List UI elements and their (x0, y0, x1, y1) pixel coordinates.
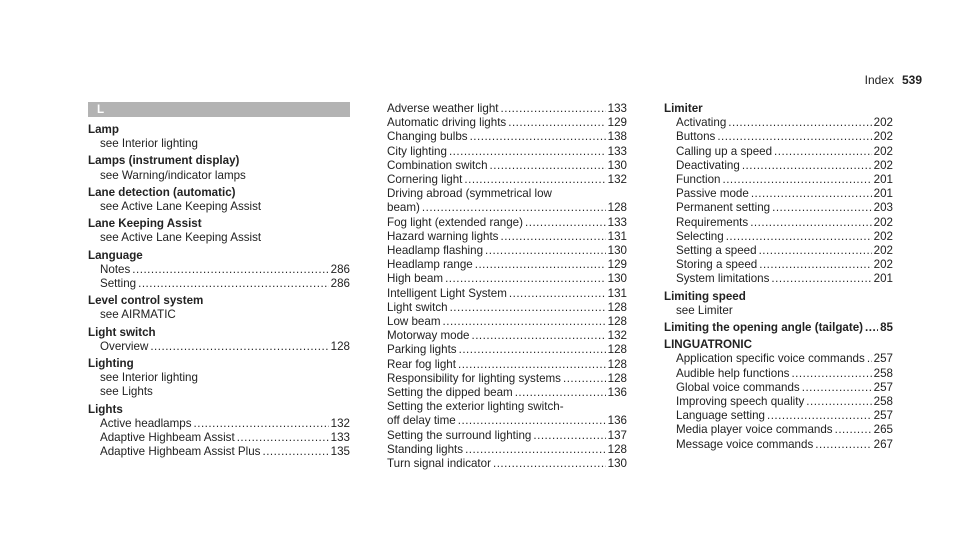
page-header (865, 73, 922, 87)
index-term: Light switch (88, 325, 156, 339)
page-reference[interactable]: 128 (607, 357, 627, 371)
index-reference: see AIRMATIC (100, 308, 176, 322)
index-entry[interactable] (387, 429, 627, 443)
entry-label: Changing bulbs (387, 130, 468, 144)
entry-label: Function (676, 173, 721, 187)
entry-label: Message voice commands (676, 437, 814, 451)
entry-label: Motorway mode (387, 329, 470, 343)
page-reference[interactable]: 202 (873, 244, 893, 258)
page-reference[interactable]: 202 (873, 116, 893, 130)
index-entry[interactable] (88, 445, 350, 459)
index-reference: Driving abroad (symmetrical low (387, 187, 552, 201)
index-entry[interactable] (664, 438, 893, 452)
entry-label: Calling up a speed (676, 144, 773, 158)
page-reference[interactable]: 286 (330, 262, 350, 276)
leader-dots (759, 258, 871, 272)
entry-label: Hazard warning lights (387, 229, 499, 243)
page-reference[interactable]: 202 (873, 158, 893, 172)
leader-dots (458, 414, 606, 428)
page-reference[interactable]: 201 (873, 173, 893, 187)
page-reference[interactable]: 265 (873, 423, 893, 437)
leader-dots (470, 130, 606, 144)
index-entry[interactable] (387, 358, 627, 372)
leader-dots (443, 315, 606, 329)
entry-label: beam) (387, 201, 420, 215)
leader-dots (722, 173, 871, 187)
letter-heading: L (88, 102, 350, 117)
entry-label: High beam (387, 272, 444, 286)
page-reference[interactable]: 132 (607, 329, 627, 343)
index-entry[interactable] (387, 343, 627, 357)
index-entry[interactable] (664, 352, 893, 366)
page-reference[interactable]: 128 (607, 315, 627, 329)
page-number: 539 (901, 73, 922, 87)
leader-dots (450, 301, 606, 315)
page-reference[interactable]: 133 (607, 215, 627, 229)
index-term: Limiting speed (664, 289, 746, 303)
leader-dots (835, 423, 872, 437)
leader-dots (445, 272, 606, 286)
index-entry[interactable] (387, 443, 627, 457)
entry-label: Buttons (676, 130, 716, 144)
entry-label: Headlamp range (387, 258, 473, 272)
leader-dots (422, 201, 606, 215)
index-entry[interactable] (664, 173, 893, 187)
index-reference: see Interior lighting (100, 137, 198, 151)
leader-dots (759, 244, 872, 258)
entry-label: Deactivating (676, 158, 740, 172)
page-reference[interactable]: 135 (330, 445, 350, 459)
index-entry[interactable] (387, 372, 627, 386)
leader-dots (464, 173, 605, 187)
index-entry[interactable] (387, 287, 627, 301)
index-entry[interactable] (387, 272, 627, 286)
entry-label: Setting (100, 277, 137, 291)
leader-dots (772, 201, 872, 215)
page-reference[interactable]: 131 (607, 229, 627, 243)
index-term: LINGUATRONIC (664, 338, 753, 352)
entry-label: Improving speech quality (676, 395, 805, 409)
page-reference[interactable]: 136 (607, 414, 627, 428)
index-entry[interactable] (88, 431, 350, 445)
leader-dots (458, 358, 606, 372)
page-reference[interactable]: 131 (607, 286, 627, 300)
page-reference[interactable]: 85 (880, 321, 893, 335)
entry-label: Automatic driving lights (387, 116, 507, 130)
index-entry[interactable] (664, 423, 893, 437)
index-entry[interactable] (387, 457, 627, 471)
entry-label: Adaptive Highbeam Assist Plus (100, 445, 261, 459)
leader-dots (865, 321, 878, 335)
page-reference[interactable]: 133 (607, 144, 627, 158)
entry-label: Fog light (extended range) (387, 215, 523, 229)
page-reference[interactable]: 132 (330, 416, 350, 430)
page-reference[interactable]: 202 (873, 215, 893, 229)
page-reference[interactable]: 129 (607, 258, 627, 272)
entry-label: Notes (100, 262, 131, 276)
leader-dots (533, 429, 605, 443)
index-entry[interactable] (387, 315, 627, 329)
page-reference[interactable]: 130 (607, 457, 627, 471)
page-reference[interactable]: 130 (607, 244, 627, 258)
leader-dots (490, 159, 606, 173)
page-reference[interactable]: 201 (873, 272, 893, 286)
page-reference[interactable]: 203 (873, 201, 893, 215)
leader-dots (751, 187, 872, 201)
leader-dots (726, 230, 872, 244)
entry-label: Parking lights (387, 343, 457, 357)
index-entry[interactable] (387, 230, 627, 244)
index-reference: see Active Lane Keeping Assist (100, 231, 262, 245)
index-column-3 (664, 102, 893, 452)
leader-dots (150, 340, 328, 354)
index-entry[interactable] (664, 201, 893, 215)
entry-label: Rear fog light (387, 357, 456, 371)
index-term: Lighting (88, 357, 134, 371)
entry-label: Media player voice commands (676, 423, 833, 437)
page-reference[interactable]: 133 (607, 102, 627, 115)
page-reference[interactable]: 128 (607, 442, 627, 456)
leader-dots (728, 116, 871, 130)
index-entry[interactable] (387, 130, 627, 144)
index-term: Lane Keeping Assist (88, 217, 202, 231)
leader-dots (475, 258, 606, 272)
entry-label: Combination switch (387, 158, 488, 172)
page-reference[interactable]: 201 (873, 187, 893, 201)
page-reference[interactable]: 136 (607, 386, 627, 400)
entry-label: Limiting the opening angle (tailgate) (664, 321, 864, 335)
index-entry[interactable] (664, 367, 893, 381)
index-term: Lights (88, 402, 123, 416)
entry-label: Active headlamps (100, 416, 192, 430)
page-reference[interactable]: 130 (607, 158, 627, 172)
index-entry[interactable] (387, 116, 627, 130)
leader-dots (791, 367, 871, 381)
index-entry[interactable] (387, 173, 627, 187)
index-entry[interactable] (387, 258, 627, 272)
page-reference[interactable]: 202 (873, 130, 893, 144)
leader-dots (509, 287, 606, 301)
header-label: Index (864, 73, 894, 87)
index-term: Lamps (instrument display) (88, 154, 240, 168)
leader-dots (802, 381, 872, 395)
leader-dots (493, 457, 606, 471)
index-entry[interactable] (387, 301, 627, 315)
entry-label: Permanent setting (676, 201, 771, 215)
index-entry[interactable] (664, 258, 893, 272)
leader-dots (459, 343, 606, 357)
entry-label: Headlamp flashing (387, 244, 484, 258)
leader-dots (717, 130, 871, 144)
index-reference: see Active Lane Keeping Assist (100, 200, 262, 214)
entry-label: Light switch (387, 300, 448, 314)
entry-label: Adverse weather light (387, 102, 499, 115)
entry-label: Setting the surround lighting (387, 428, 532, 442)
entry-label: Overview (100, 339, 149, 353)
page-reference[interactable]: 202 (873, 258, 893, 272)
index-term-entry[interactable] (664, 321, 893, 335)
index-term: Level control system (88, 294, 204, 308)
index-reference: see Interior lighting (100, 371, 198, 385)
entry-label: Standing lights (387, 442, 464, 456)
leader-dots (237, 431, 329, 445)
index-entry[interactable] (664, 116, 893, 130)
index-term: Language (88, 248, 143, 262)
page-reference[interactable]: 202 (873, 229, 893, 243)
leader-dots (742, 159, 872, 173)
page-reference[interactable]: 133 (330, 431, 350, 445)
index-entry[interactable] (387, 386, 627, 400)
index-column-1 (88, 102, 350, 459)
entry-label: Activating (676, 116, 727, 130)
page-reference[interactable]: 258 (873, 395, 893, 409)
index-entry[interactable] (387, 244, 627, 258)
index-entry[interactable] (664, 145, 893, 159)
index-entry[interactable] (664, 230, 893, 244)
entry-label: Turn signal indicator (387, 457, 491, 471)
entry-label: Adaptive Highbeam Assist (100, 431, 235, 445)
page-reference[interactable]: 128 (607, 300, 627, 314)
index-entry[interactable] (664, 381, 893, 395)
page-reference[interactable]: 267 (873, 437, 893, 451)
entry-label: Global voice commands (676, 380, 800, 394)
index-entry[interactable] (88, 277, 350, 291)
index-entry[interactable] (387, 102, 627, 116)
entry-label: Language setting (676, 409, 765, 423)
page-reference[interactable]: 137 (607, 428, 627, 442)
entry-label: Selecting (676, 229, 724, 243)
entry-label: Storing a speed (676, 258, 758, 272)
index-entry[interactable] (88, 263, 350, 277)
index-term: Limiter (664, 102, 703, 115)
index-term: Lane detection (automatic) (88, 185, 236, 199)
index-reference: see Limiter (676, 303, 733, 317)
leader-dots (501, 102, 606, 116)
leader-dots (449, 145, 606, 159)
leader-dots (750, 216, 871, 230)
entry-label: Passive mode (676, 187, 749, 201)
index-reference: Setting the exterior lighting switch- (387, 400, 564, 414)
page-reference[interactable]: 128 (607, 201, 627, 215)
page-reference[interactable]: 286 (330, 277, 350, 291)
leader-dots (815, 438, 871, 452)
index-reference: see Warning/indicator lamps (100, 168, 246, 182)
leader-dots (485, 244, 606, 258)
leader-dots (471, 329, 605, 343)
page-reference[interactable]: 128 (607, 371, 627, 385)
entry-label: Low beam (387, 315, 441, 329)
index-entry[interactable] (664, 159, 893, 173)
index-entry[interactable] (664, 395, 893, 409)
entry-label: Requirements (676, 215, 749, 229)
leader-dots (806, 395, 871, 409)
leader-dots (508, 116, 605, 130)
index-entry[interactable] (387, 159, 627, 173)
leader-dots (867, 352, 872, 366)
entry-label: Setting the dipped beam (387, 386, 513, 400)
index-reference: see Lights (100, 385, 153, 399)
entry-label: off delay time (387, 414, 456, 428)
leader-dots (515, 386, 606, 400)
entry-label: Intelligent Light System (387, 286, 507, 300)
page-reference[interactable]: 258 (873, 366, 893, 380)
index-entry[interactable] (387, 414, 627, 428)
leader-dots (138, 277, 329, 291)
entry-label: Responsibility for lighting systems (387, 371, 561, 385)
index-entry[interactable] (664, 216, 893, 230)
entry-label: System limitations (676, 272, 770, 286)
leader-dots (132, 263, 328, 277)
page-reference[interactable]: 138 (607, 130, 627, 144)
page-reference[interactable]: 130 (607, 272, 627, 286)
index-entry[interactable] (88, 417, 350, 431)
page-reference[interactable]: 202 (873, 144, 893, 158)
leader-dots (771, 272, 871, 286)
page-reference[interactable]: 257 (873, 380, 893, 394)
index-entry[interactable] (664, 130, 893, 144)
index-entry[interactable] (664, 409, 893, 423)
entry-label: Cornering light (387, 173, 463, 187)
page-reference[interactable]: 129 (607, 116, 627, 130)
leader-dots (563, 372, 606, 386)
leader-dots (500, 230, 605, 244)
entry-label: Application specific voice commands (676, 352, 865, 366)
leader-dots (194, 417, 329, 431)
leader-dots (525, 216, 606, 230)
index-entry[interactable] (664, 244, 893, 258)
page-reference[interactable]: 132 (607, 173, 627, 187)
page-reference[interactable]: 257 (873, 409, 893, 423)
index-entry[interactable] (387, 216, 627, 230)
index-entry[interactable] (664, 272, 893, 286)
index-entry[interactable] (387, 329, 627, 343)
entry-label: City lighting (387, 144, 447, 158)
leader-dots (262, 445, 328, 459)
index-entry[interactable] (387, 201, 627, 215)
page-reference[interactable]: 128 (607, 343, 627, 357)
index-column-2 (387, 102, 627, 471)
leader-dots (774, 145, 872, 159)
page-reference[interactable]: 257 (873, 352, 893, 366)
page-reference[interactable]: 128 (330, 339, 350, 353)
leader-dots (465, 443, 606, 457)
entry-label: Audible help functions (676, 366, 790, 380)
leader-dots (767, 409, 872, 423)
index-entry[interactable] (387, 145, 627, 159)
index-term: Lamp (88, 123, 119, 136)
index-entry[interactable] (88, 340, 350, 354)
entry-label: Setting a speed (676, 244, 757, 258)
index-entry[interactable] (664, 187, 893, 201)
